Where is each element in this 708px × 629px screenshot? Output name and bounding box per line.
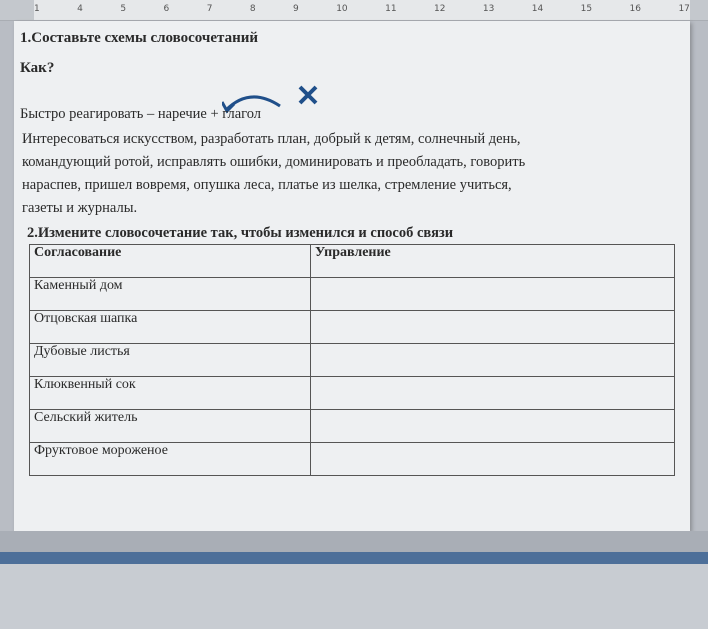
ruler-ticks bbox=[34, 4, 690, 14]
task1-line: нараспев, пришел вовремя, опушка леса, платье из шелка, стремление учиться, bbox=[22, 177, 512, 193]
phrase-cell: Сельский житель bbox=[30, 410, 311, 443]
ruler-tick: 7 bbox=[206, 4, 213, 14]
header-soglasovanie: Согласование bbox=[30, 245, 311, 278]
task1-example: Быстро реагировать – наречие + глагол bbox=[20, 106, 262, 122]
ruler-tick: 1 bbox=[34, 4, 40, 14]
table-row bbox=[30, 410, 675, 443]
task1-question: Как? bbox=[20, 60, 55, 76]
answer-cell[interactable] bbox=[311, 278, 675, 311]
phrase-cell: Клюквенный сок bbox=[30, 377, 311, 410]
answer-cell[interactable] bbox=[311, 377, 675, 410]
ruler-tick: 17 bbox=[678, 4, 690, 14]
task1-line: газеты и журналы. bbox=[22, 200, 138, 216]
table-row bbox=[30, 278, 675, 311]
ruler-tick: 4 bbox=[77, 4, 83, 14]
phrase-cell: Каменный дом bbox=[30, 278, 311, 311]
answer-cell[interactable] bbox=[311, 410, 675, 443]
task1-line: командующий ротой, исправлять ошибки, доминировать и преобладать, говорить bbox=[22, 154, 526, 170]
ruler-tick: 16 bbox=[629, 4, 641, 14]
ruler-tick: 6 bbox=[163, 4, 170, 14]
answer-cell[interactable] bbox=[311, 344, 675, 377]
ruler-tick: 10 bbox=[336, 4, 348, 14]
table-row bbox=[30, 344, 675, 377]
cross-mark-icon bbox=[297, 84, 319, 106]
ruler-tick: 8 bbox=[249, 4, 256, 14]
ruler-tick: 14 bbox=[531, 4, 544, 14]
taskbar-area bbox=[0, 564, 708, 629]
table-row bbox=[30, 443, 675, 476]
ruler-tick: 15 bbox=[580, 4, 593, 14]
answer-cell[interactable] bbox=[311, 311, 675, 344]
header-upravlenie: Управление bbox=[311, 245, 675, 278]
ruler-tick: 5 bbox=[120, 4, 127, 14]
table-row bbox=[30, 377, 675, 410]
ruler-tick: 9 bbox=[293, 4, 299, 14]
ruler-tick: 11 bbox=[385, 4, 397, 14]
ruler-tick: 13 bbox=[482, 4, 495, 14]
task2-title: 2.Измените словосочетание так, чтобы изменился и способ связи bbox=[27, 225, 454, 241]
window-bottom-strip bbox=[0, 552, 708, 564]
task2-table bbox=[29, 244, 675, 476]
phrase-cell: Фруктовое мороженое bbox=[30, 443, 311, 476]
table-row bbox=[30, 311, 675, 344]
ruler-tick: 12 bbox=[433, 4, 446, 14]
ruler[interactable] bbox=[0, 0, 708, 21]
task1-line: Интересоваться искусством, разработать план, добрый к детям, солнечный день, bbox=[22, 131, 521, 147]
task1-title: 1.Составьте схемы словосочетаний bbox=[20, 30, 259, 46]
answer-cell[interactable] bbox=[311, 443, 675, 476]
phrase-cell: Дубовые листья bbox=[30, 344, 311, 377]
table-header-row bbox=[30, 245, 675, 278]
phrase-cell: Отцовская шапка bbox=[30, 311, 311, 344]
